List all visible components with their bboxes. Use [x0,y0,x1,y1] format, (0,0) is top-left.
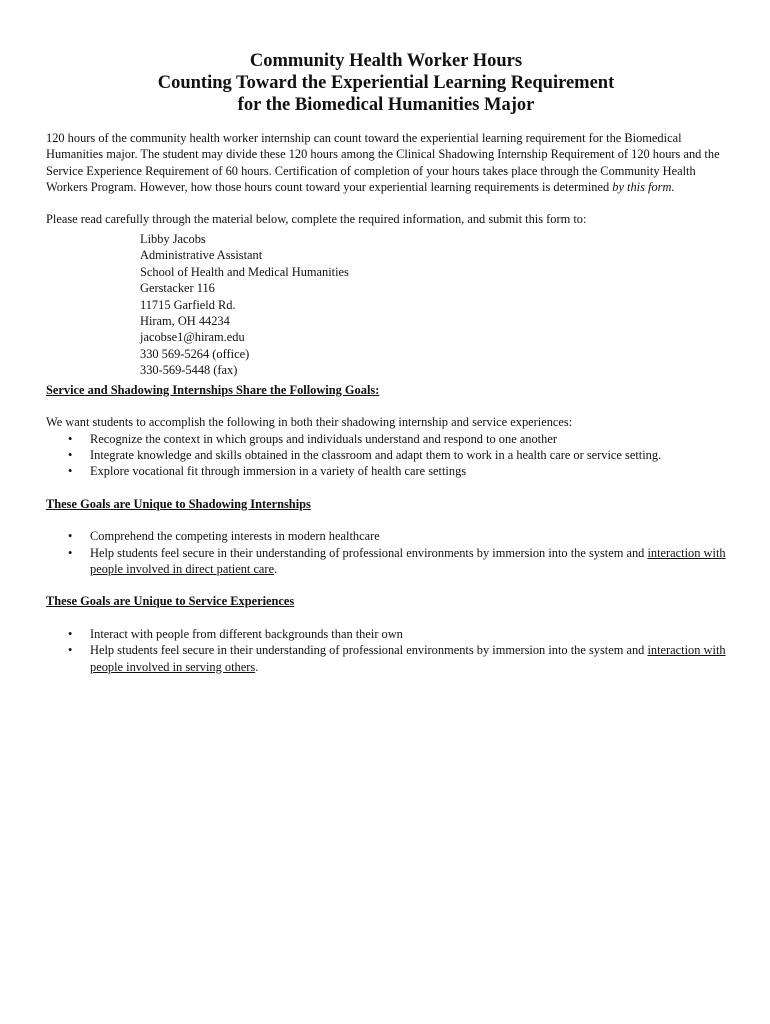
contact-building: Gerstacker 116 [140,281,215,296]
contact-name: Libby Jacobs [140,232,206,247]
service-goals-heading: These Goals are Unique to Service Experiences [46,594,295,609]
document-page [46,50,726,675]
bullet-icon: • [68,464,73,479]
shadowing-goals-heading: These Goals are Unique to Shadowing Internships [46,496,311,511]
contact-street: 11715 Garfield Rd. [140,297,236,312]
title-line-2: Counting Toward the Experiential Learning Requirement [157,73,615,93]
contact-phone-fax: 330-569-5448 (fax) [140,363,238,378]
list-item [46,528,726,544]
title-line-3: for the Biomedical Humanities Major [237,95,535,115]
contact-city: Hiram, OH 44234 [140,314,230,329]
title-line-1: Community Health Worker Hours [249,51,523,71]
submit-instructions: Please read carefully through the material below, complete the required information, and submit this form to: [46,211,587,226]
bullet-icon: • [68,447,73,462]
underlined-phrase: interaction with people involved in direct patient care [90,545,726,576]
shared-goals-heading: Service and Shadowing Internships Share the Following Goals: [46,382,380,397]
shared-goals-lead: We want students to accomplish the following in both their shadowing internship and service experiences: [46,415,573,430]
list-item-end: . [255,659,259,674]
intro-paragraph [46,130,726,196]
list-item [46,626,726,642]
list-item [46,431,726,447]
list-item-text: Explore vocational fit through immersion in a variety of health care settings [90,464,467,479]
document-title [46,50,726,116]
shadowing-goals-list [46,528,726,577]
contact-address [140,231,726,379]
contact-role: Administrative Assistant [140,248,263,263]
intro-text: 120 hours of the community health worker internship can count toward the experiential learning requirement for the Biomedical Humanities major. The student may divide these 120 hours among the Clinical Shadowing Internship Requirement of 120 hours and the Service Experience Requirement of 60 hours. Certification of completion of your hours takes place through the Community Health Workers Program. However, how those hours count toward your experiential learning requirements is determined [46,131,720,195]
list-item [46,642,726,675]
list-item-text: Interact with people from different backgrounds than their own [90,626,403,641]
underlined-phrase: interaction with people involved in serving others [90,643,726,674]
list-item-text: Integrate knowledge and skills obtained in the classroom and adapt them to work in a health care or service setting. [90,447,662,462]
bullet-icon: • [68,626,73,641]
list-item-text: Help students feel secure in their understanding of professional environments by immersion into the system and [90,545,648,560]
bullet-icon: • [68,529,73,544]
contact-phone-office: 330 569-5264 (office) [140,346,250,361]
list-item [46,545,726,578]
contact-school: School of Health and Medical Humanities [140,264,349,279]
list-item [46,447,726,463]
intro-emphasis: by this form. [612,180,675,195]
service-goals-list [46,626,726,675]
bullet-icon: • [68,431,73,446]
list-item-text: Help students feel secure in their understanding of professional environments by immersion into the system and [90,643,648,658]
contact-email: jacobse1@hiram.edu [140,330,245,345]
list-item [46,463,726,479]
list-item-text: Comprehend the competing interests in modern healthcare [90,529,380,544]
list-item-text: Recognize the context in which groups and individuals understand and respond to one another [90,431,557,446]
bullet-icon: • [68,545,73,560]
shared-goals-list [46,431,726,480]
list-item-end: . [274,561,278,576]
bullet-icon: • [68,643,73,658]
